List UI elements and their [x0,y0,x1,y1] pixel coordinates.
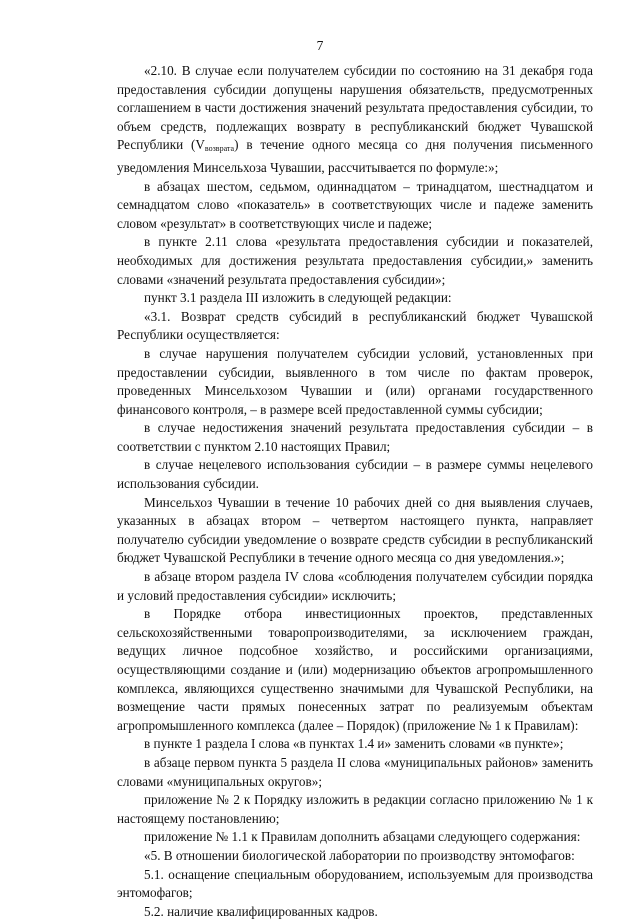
paragraph: 5.1. оснащение специальным оборудованием, используемым для производства энтомофагов; [117,866,593,901]
paragraph-2-10-text-end: ) в течение одного месяца со дня получения письменного уведомления Минсельхоза Чувашии, рассчитывается по формуле:»; [117,137,593,175]
paragraph: приложение № 2 к Порядку изложить в редакции согласно приложению № 1 к настоящему постановлению; [117,792,593,826]
paragraph: в пункте 2.11 слова «результата предоставления субсидии и показателей, необходимых для достижения результата предоставления субсидии,» заменить словами «значений результата предоставления субсидии»; [117,234,593,287]
paragraph: пункт 3.1 раздела III изложить в следующей редакции: [144,290,452,306]
page-number: 7 [316,38,324,53]
paragraph: в Порядке отбора инвестиционных проектов, представленных сельскохозяйственными товаропроизводителями, за исключением граждан, ведущих личное подсобное хозяйство, и российскими организациями, осуществляющими создание и (или) модернизацию объектов агропромышленного комплекса, являющихся существенно значимыми для Чувашской Республики, на возмещение части прямых понесенных затрат по реализуемым объектам агропромышленного комплекса (далее – Порядок) (приложение № 1 к Правилам): [117,606,593,733]
paragraph: приложение № 1.1 к Правилам дополнить абзацами следующего содержания: [144,829,581,845]
paragraph: в абзаце втором раздела IV слова «соблюдения получателем субсидии порядка и условий предоставления субсидии» исключить; [117,569,593,603]
paragraph: «5. В отношении биологической лаборатории по производству энтомофагов: [144,847,575,863]
paragraph: «3.1. Возврат средств субсидий в республиканский бюджет Чувашской Республики осуществляется: [117,308,593,343]
paragraph-2-10-text-start: «2.10. В случае если получателем субсидии по состоянию на 31 декабря года предоставления субсидии допущены нарушения обязательств, предусмотренных соглашением в части достижения значений результата предоставления субсидии, то объем средств, подлежащих возврату в республиканский бюджет Чувашской Республики (V [117,63,593,153]
paragraph: в пункте 1 раздела I слова «в пунктах 1.4 и» заменить словами «в пункте»; [144,736,564,752]
v-return-subscript: возврата [204,144,235,154]
paragraph: Минсельхоз Чувашии в течение 10 рабочих дней со дня выявления случаев, указанных в абзацах втором – четвертом настоящего пункта, направляет получателю субсидии уведомление о возврате средств субсидии в республиканский бюджет Чувашской Республики в течение одного месяца со дня уведомления.»; [117,494,593,566]
paragraph: в абзаце первом пункта 5 раздела II слова «муниципальных районов» заменить словами «муниципальных округов»; [117,754,593,789]
paragraph: 5.2. наличие квалифицированных кадров. [144,903,378,919]
paragraph: в случае недостижения значений результата предоставления субсидии – в соответствии с пунктом 2.10 настоящих Правил; [117,420,593,454]
paragraph: в случае нарушения получателем субсидии условий, установленных при предоставлении субсидии, выявленного в том числе по фактам проверок, проведенных Минсельхозом Чувашии и (или) органами государственного финансового контроля, – в размере всей предоставленной суммы субсидии; [117,345,593,417]
document-body [117,62,593,921]
paragraph: в случае нецелевого использования субсидии – в размере суммы нецелевого использования субсидии. [117,457,593,492]
paragraph-2-10 [117,62,593,178]
paragraph: в абзацах шестом, седьмом, одиннадцатом – тринадцатом, шестнадцатом и семнадцатом слово «показатель» в соответствующих числе и падеже заменить словом «результат» в соответствующих числе и падеже; [117,178,593,231]
